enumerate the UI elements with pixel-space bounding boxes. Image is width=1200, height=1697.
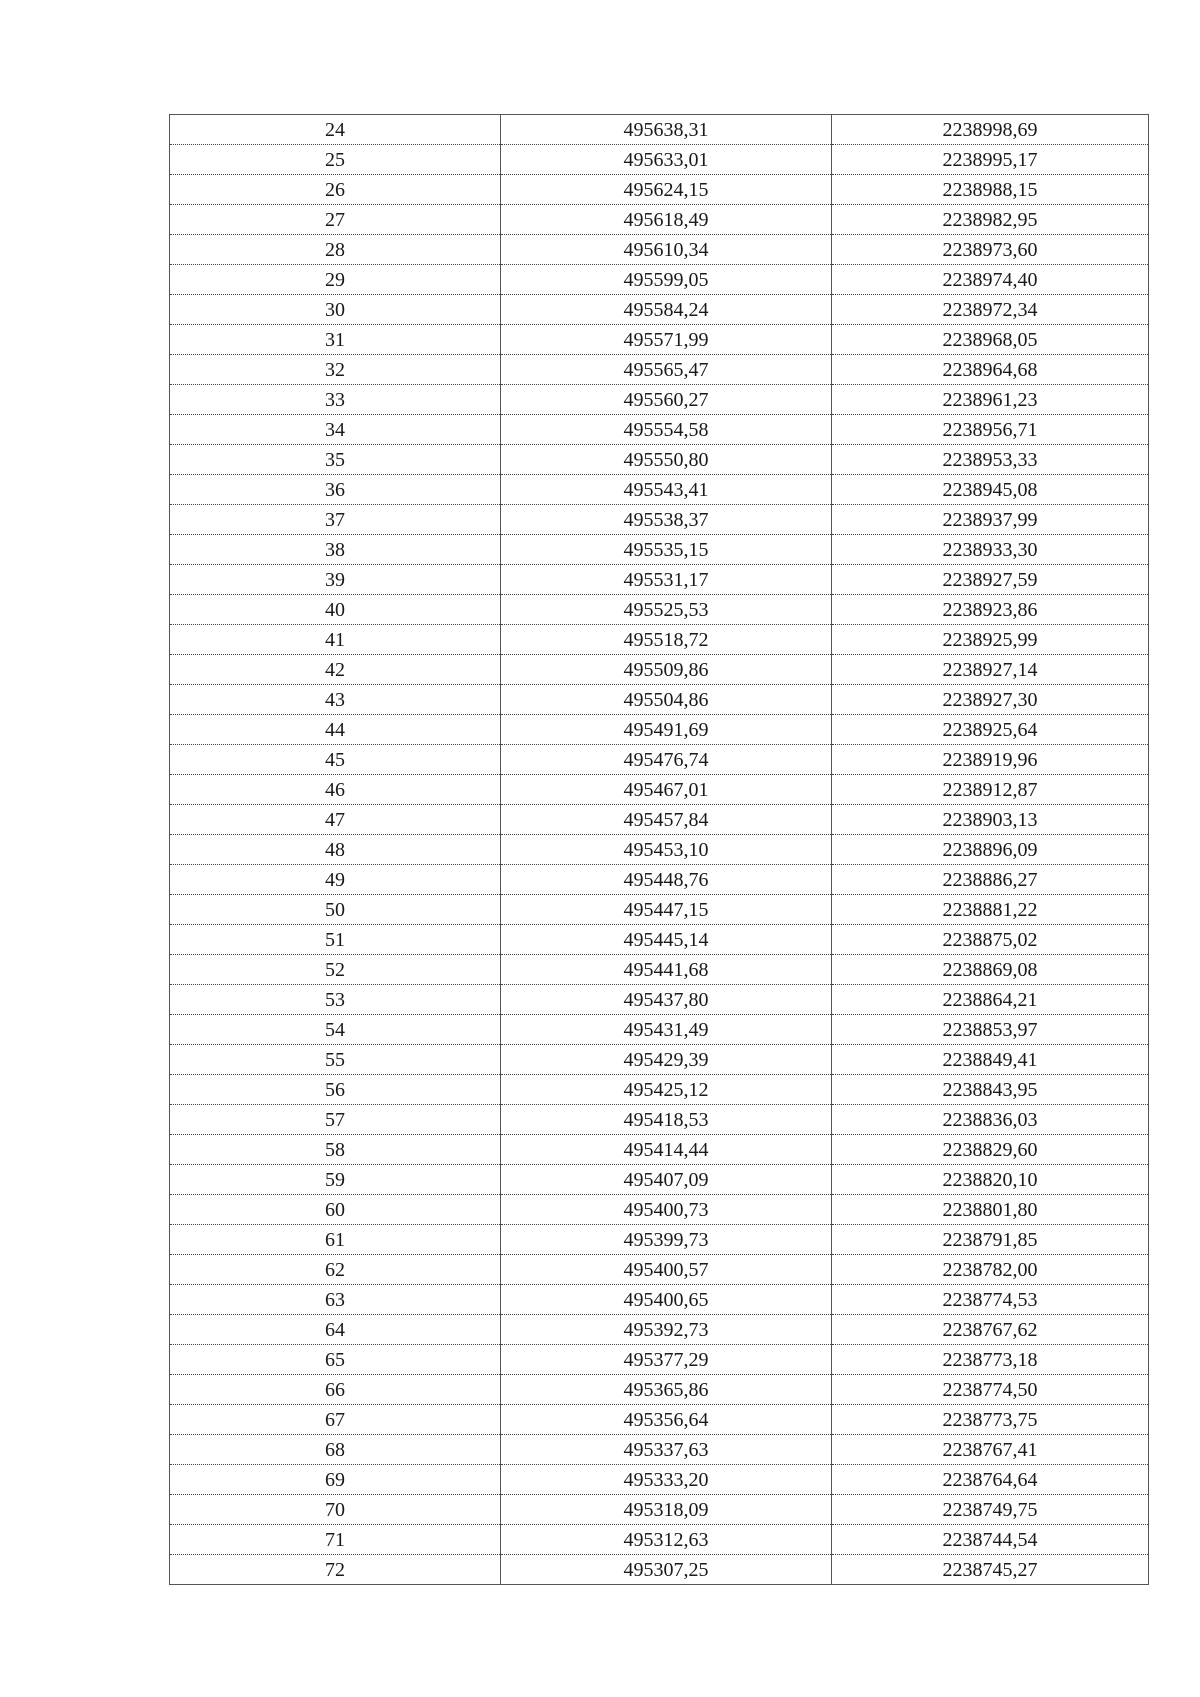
table-row — [170, 325, 1149, 355]
y-coordinate-cell: 2238925,99 — [832, 625, 1149, 655]
table-row — [170, 1555, 1149, 1585]
y-coordinate-cell: 2238767,41 — [832, 1435, 1149, 1465]
table-row — [170, 655, 1149, 685]
table-row — [170, 1195, 1149, 1225]
y-coordinate-cell: 2238995,17 — [832, 145, 1149, 175]
point-number-cell: 39 — [170, 565, 501, 595]
y-coordinate-cell: 2238875,02 — [832, 925, 1149, 955]
y-coordinate-cell: 2238927,59 — [832, 565, 1149, 595]
y-coordinate-cell: 2238968,05 — [832, 325, 1149, 355]
y-coordinate-cell: 2238864,21 — [832, 985, 1149, 1015]
point-number-cell: 70 — [170, 1495, 501, 1525]
point-number-cell: 58 — [170, 1135, 501, 1165]
y-coordinate-cell: 2238961,23 — [832, 385, 1149, 415]
y-coordinate-cell: 2238745,27 — [832, 1555, 1149, 1585]
x-coordinate-cell: 495610,34 — [501, 235, 832, 265]
x-coordinate-cell: 495624,15 — [501, 175, 832, 205]
table-row — [170, 955, 1149, 985]
coordinates-table-body — [170, 115, 1149, 1585]
y-coordinate-cell: 2238919,96 — [832, 745, 1149, 775]
x-coordinate-cell: 495518,72 — [501, 625, 832, 655]
x-coordinate-cell: 495356,64 — [501, 1405, 832, 1435]
table-row — [170, 805, 1149, 835]
table-row — [170, 355, 1149, 385]
y-coordinate-cell: 2238774,50 — [832, 1375, 1149, 1405]
x-coordinate-cell: 495448,76 — [501, 865, 832, 895]
point-number-cell: 25 — [170, 145, 501, 175]
table-row — [170, 475, 1149, 505]
y-coordinate-cell: 2238853,97 — [832, 1015, 1149, 1045]
y-coordinate-cell: 2238849,41 — [832, 1045, 1149, 1075]
table-row — [170, 715, 1149, 745]
table-row — [170, 865, 1149, 895]
x-coordinate-cell: 495445,14 — [501, 925, 832, 955]
x-coordinate-cell: 495400,73 — [501, 1195, 832, 1225]
y-coordinate-cell: 2238881,22 — [832, 895, 1149, 925]
table-row — [170, 1465, 1149, 1495]
table-row — [170, 895, 1149, 925]
coordinates-table — [169, 114, 1149, 1585]
point-number-cell: 32 — [170, 355, 501, 385]
point-number-cell: 45 — [170, 745, 501, 775]
table-row — [170, 1075, 1149, 1105]
table-row — [170, 1435, 1149, 1465]
point-number-cell: 37 — [170, 505, 501, 535]
x-coordinate-cell: 495638,31 — [501, 115, 832, 145]
table-row — [170, 235, 1149, 265]
x-coordinate-cell: 495431,49 — [501, 1015, 832, 1045]
x-coordinate-cell: 495550,80 — [501, 445, 832, 475]
y-coordinate-cell: 2238773,18 — [832, 1345, 1149, 1375]
x-coordinate-cell: 495400,57 — [501, 1255, 832, 1285]
table-row — [170, 535, 1149, 565]
point-number-cell: 66 — [170, 1375, 501, 1405]
point-number-cell: 52 — [170, 955, 501, 985]
point-number-cell: 61 — [170, 1225, 501, 1255]
table-row — [170, 565, 1149, 595]
point-number-cell: 47 — [170, 805, 501, 835]
x-coordinate-cell: 495525,53 — [501, 595, 832, 625]
x-coordinate-cell: 495392,73 — [501, 1315, 832, 1345]
table-row — [170, 745, 1149, 775]
x-coordinate-cell: 495476,74 — [501, 745, 832, 775]
point-number-cell: 51 — [170, 925, 501, 955]
x-coordinate-cell: 495400,65 — [501, 1285, 832, 1315]
point-number-cell: 35 — [170, 445, 501, 475]
table-row — [170, 1405, 1149, 1435]
table-row — [170, 505, 1149, 535]
table-row — [170, 145, 1149, 175]
y-coordinate-cell: 2238820,10 — [832, 1165, 1149, 1195]
x-coordinate-cell: 495560,27 — [501, 385, 832, 415]
point-number-cell: 60 — [170, 1195, 501, 1225]
table-row — [170, 1045, 1149, 1075]
y-coordinate-cell: 2238933,30 — [832, 535, 1149, 565]
point-number-cell: 55 — [170, 1045, 501, 1075]
point-number-cell: 65 — [170, 1345, 501, 1375]
point-number-cell: 57 — [170, 1105, 501, 1135]
y-coordinate-cell: 2238829,60 — [832, 1135, 1149, 1165]
y-coordinate-cell: 2238903,13 — [832, 805, 1149, 835]
table-row — [170, 1495, 1149, 1525]
point-number-cell: 44 — [170, 715, 501, 745]
x-coordinate-cell: 495414,44 — [501, 1135, 832, 1165]
y-coordinate-cell: 2238773,75 — [832, 1405, 1149, 1435]
point-number-cell: 36 — [170, 475, 501, 505]
table-row — [170, 1135, 1149, 1165]
x-coordinate-cell: 495441,68 — [501, 955, 832, 985]
table-row — [170, 775, 1149, 805]
y-coordinate-cell: 2238869,08 — [832, 955, 1149, 985]
y-coordinate-cell: 2238923,86 — [832, 595, 1149, 625]
point-number-cell: 63 — [170, 1285, 501, 1315]
table-row — [170, 1345, 1149, 1375]
table-row — [170, 1225, 1149, 1255]
x-coordinate-cell: 495457,84 — [501, 805, 832, 835]
x-coordinate-cell: 495399,73 — [501, 1225, 832, 1255]
point-number-cell: 29 — [170, 265, 501, 295]
y-coordinate-cell: 2238801,80 — [832, 1195, 1149, 1225]
table-row — [170, 625, 1149, 655]
point-number-cell: 24 — [170, 115, 501, 145]
y-coordinate-cell: 2238972,34 — [832, 295, 1149, 325]
table-row — [170, 595, 1149, 625]
x-coordinate-cell: 495365,86 — [501, 1375, 832, 1405]
x-coordinate-cell: 495467,01 — [501, 775, 832, 805]
x-coordinate-cell: 495318,09 — [501, 1495, 832, 1525]
point-number-cell: 54 — [170, 1015, 501, 1045]
point-number-cell: 31 — [170, 325, 501, 355]
x-coordinate-cell: 495429,39 — [501, 1045, 832, 1075]
y-coordinate-cell: 2238843,95 — [832, 1075, 1149, 1105]
x-coordinate-cell: 495543,41 — [501, 475, 832, 505]
table-row — [170, 175, 1149, 205]
point-number-cell: 64 — [170, 1315, 501, 1345]
y-coordinate-cell: 2238925,64 — [832, 715, 1149, 745]
y-coordinate-cell: 2238973,60 — [832, 235, 1149, 265]
table-row — [170, 1255, 1149, 1285]
y-coordinate-cell: 2238982,95 — [832, 205, 1149, 235]
point-number-cell: 71 — [170, 1525, 501, 1555]
x-coordinate-cell: 495531,17 — [501, 565, 832, 595]
x-coordinate-cell: 495337,63 — [501, 1435, 832, 1465]
y-coordinate-cell: 2238836,03 — [832, 1105, 1149, 1135]
table-row — [170, 1015, 1149, 1045]
point-number-cell: 28 — [170, 235, 501, 265]
x-coordinate-cell: 495447,15 — [501, 895, 832, 925]
y-coordinate-cell: 2238767,62 — [832, 1315, 1149, 1345]
point-number-cell: 59 — [170, 1165, 501, 1195]
x-coordinate-cell: 495307,25 — [501, 1555, 832, 1585]
table-row — [170, 415, 1149, 445]
y-coordinate-cell: 2238927,30 — [832, 685, 1149, 715]
table-row — [170, 1105, 1149, 1135]
table-row — [170, 115, 1149, 145]
point-number-cell: 38 — [170, 535, 501, 565]
point-number-cell: 69 — [170, 1465, 501, 1495]
y-coordinate-cell: 2238791,85 — [832, 1225, 1149, 1255]
point-number-cell: 50 — [170, 895, 501, 925]
x-coordinate-cell: 495565,47 — [501, 355, 832, 385]
x-coordinate-cell: 495535,15 — [501, 535, 832, 565]
point-number-cell: 56 — [170, 1075, 501, 1105]
x-coordinate-cell: 495453,10 — [501, 835, 832, 865]
y-coordinate-cell: 2238956,71 — [832, 415, 1149, 445]
table-row — [170, 1165, 1149, 1195]
table-row — [170, 1375, 1149, 1405]
y-coordinate-cell: 2238953,33 — [832, 445, 1149, 475]
y-coordinate-cell: 2238945,08 — [832, 475, 1149, 505]
point-number-cell: 33 — [170, 385, 501, 415]
table-row — [170, 445, 1149, 475]
point-number-cell: 62 — [170, 1255, 501, 1285]
y-coordinate-cell: 2238749,75 — [832, 1495, 1149, 1525]
y-coordinate-cell: 2238912,87 — [832, 775, 1149, 805]
y-coordinate-cell: 2238896,09 — [832, 835, 1149, 865]
point-number-cell: 41 — [170, 625, 501, 655]
x-coordinate-cell: 495425,12 — [501, 1075, 832, 1105]
table-row — [170, 925, 1149, 955]
point-number-cell: 27 — [170, 205, 501, 235]
point-number-cell: 26 — [170, 175, 501, 205]
table-row — [170, 1525, 1149, 1555]
x-coordinate-cell: 495584,24 — [501, 295, 832, 325]
table-row — [170, 835, 1149, 865]
point-number-cell: 72 — [170, 1555, 501, 1585]
x-coordinate-cell: 495599,05 — [501, 265, 832, 295]
x-coordinate-cell: 495571,99 — [501, 325, 832, 355]
x-coordinate-cell: 495633,01 — [501, 145, 832, 175]
table-row — [170, 985, 1149, 1015]
y-coordinate-cell: 2238974,40 — [832, 265, 1149, 295]
point-number-cell: 48 — [170, 835, 501, 865]
x-coordinate-cell: 495491,69 — [501, 715, 832, 745]
y-coordinate-cell: 2238988,15 — [832, 175, 1149, 205]
point-number-cell: 40 — [170, 595, 501, 625]
point-number-cell: 34 — [170, 415, 501, 445]
point-number-cell: 49 — [170, 865, 501, 895]
point-number-cell: 46 — [170, 775, 501, 805]
x-coordinate-cell: 495554,58 — [501, 415, 832, 445]
x-coordinate-cell: 495504,86 — [501, 685, 832, 715]
x-coordinate-cell: 495333,20 — [501, 1465, 832, 1495]
y-coordinate-cell: 2238927,14 — [832, 655, 1149, 685]
x-coordinate-cell: 495312,63 — [501, 1525, 832, 1555]
point-number-cell: 53 — [170, 985, 501, 1015]
point-number-cell: 43 — [170, 685, 501, 715]
point-number-cell: 42 — [170, 655, 501, 685]
y-coordinate-cell: 2238886,27 — [832, 865, 1149, 895]
x-coordinate-cell: 495437,80 — [501, 985, 832, 1015]
table-row — [170, 205, 1149, 235]
table-row — [170, 1285, 1149, 1315]
y-coordinate-cell: 2238998,69 — [832, 115, 1149, 145]
x-coordinate-cell: 495618,49 — [501, 205, 832, 235]
table-row — [170, 685, 1149, 715]
y-coordinate-cell: 2238744,54 — [832, 1525, 1149, 1555]
x-coordinate-cell: 495418,53 — [501, 1105, 832, 1135]
x-coordinate-cell: 495407,09 — [501, 1165, 832, 1195]
x-coordinate-cell: 495538,37 — [501, 505, 832, 535]
point-number-cell: 67 — [170, 1405, 501, 1435]
y-coordinate-cell: 2238937,99 — [832, 505, 1149, 535]
y-coordinate-cell: 2238964,68 — [832, 355, 1149, 385]
table-row — [170, 385, 1149, 415]
table-row — [170, 1315, 1149, 1345]
table-row — [170, 295, 1149, 325]
table-row — [170, 265, 1149, 295]
x-coordinate-cell: 495509,86 — [501, 655, 832, 685]
y-coordinate-cell: 2238764,64 — [832, 1465, 1149, 1495]
point-number-cell: 30 — [170, 295, 501, 325]
x-coordinate-cell: 495377,29 — [501, 1345, 832, 1375]
y-coordinate-cell: 2238782,00 — [832, 1255, 1149, 1285]
point-number-cell: 68 — [170, 1435, 501, 1465]
y-coordinate-cell: 2238774,53 — [832, 1285, 1149, 1315]
